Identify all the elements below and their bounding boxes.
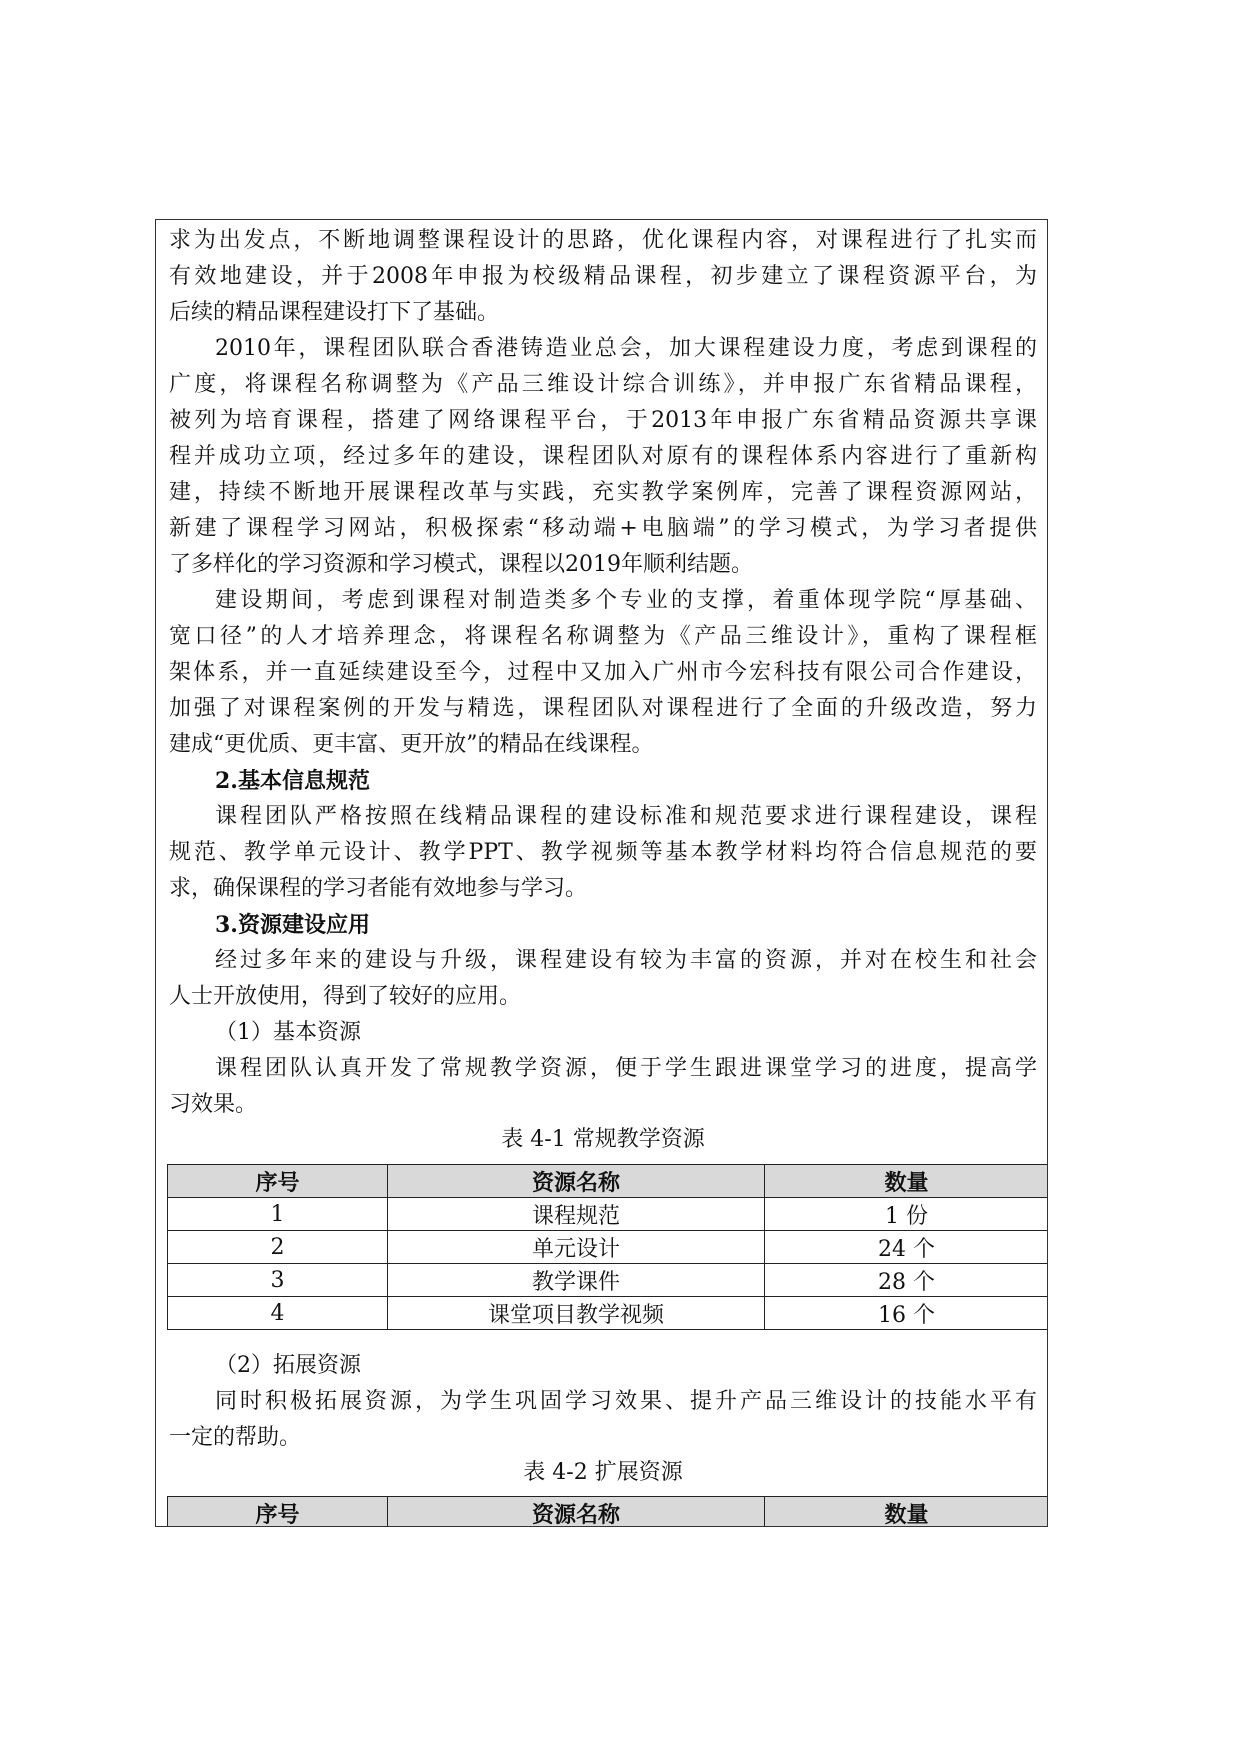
column-header: 资源名称 xyxy=(388,1497,765,1528)
table-cell: 24 个 xyxy=(765,1231,1049,1264)
text-line: 习效果。 xyxy=(169,1092,258,1117)
text-line: 了多样化的学习资源和学习模式，课程以2019年顺利结题。 xyxy=(169,552,753,577)
paragraph-history-intro xyxy=(169,223,1037,331)
document-frame xyxy=(155,219,1048,1527)
text-line: 课程团队严格按照在线精品课程的建设标准和规范要求进行课程建设，课程 xyxy=(215,804,1037,829)
text-line: 人士开放使用，得到了较好的应用。 xyxy=(169,984,522,1009)
section-heading-resources: 3.资源建设应用 xyxy=(215,912,370,938)
text-line: 2010年，课程团队联合香港铸造业总会，加大课程建设力度，考虑到课程的 xyxy=(215,336,1037,361)
column-header: 序号 xyxy=(168,1165,388,1198)
table-caption: 表 4-1 常规教学资源 xyxy=(501,1127,705,1152)
column-header: 序号 xyxy=(168,1497,388,1528)
section-heading-basic-info: 2.基本信息规范 xyxy=(215,768,370,794)
paragraph-2010 xyxy=(169,331,1037,583)
column-header: 资源名称 xyxy=(388,1165,765,1198)
table-cell: 课堂项目教学视频 xyxy=(388,1297,765,1330)
subheading-basic-resources: （1）基本资源 xyxy=(215,1020,361,1045)
table-header-row xyxy=(168,1497,1049,1528)
subheading-extended-resources: （2）拓展资源 xyxy=(215,1353,361,1378)
text-line: 广度，将课程名称调整为《产品三维设计综合训练》，并申报广东省精品课程， xyxy=(169,372,1037,397)
text-line: 有效地建设，并于2008年申报为校级精品课程，初步建立了课程资源平台，为 xyxy=(169,264,1037,289)
table-extended-resources xyxy=(167,1496,1048,1527)
paragraph-basic-info xyxy=(169,799,1037,907)
paragraph-resources xyxy=(169,943,1037,1015)
text-line: 求为出发点，不断地调整课程设计的思路，优化课程内容，对课程进行了扎实而 xyxy=(169,228,1037,253)
text-line: 后续的精品课程建设打下了基础。 xyxy=(169,300,500,325)
text-line: 同时积极拓展资源，为学生巩固学习效果、提升产品三维设计的技能水平有 xyxy=(215,1389,1037,1414)
table-cell: 2 xyxy=(168,1231,388,1264)
column-header: 数量 xyxy=(765,1165,1049,1198)
table-row xyxy=(168,1198,1049,1231)
table-row xyxy=(168,1264,1049,1297)
paragraph-basic-resources xyxy=(169,1051,1037,1123)
table-row xyxy=(168,1297,1049,1330)
text-line: 一定的帮助。 xyxy=(169,1425,302,1450)
text-line: 求，确保课程的学习者能有效地参与学习。 xyxy=(169,876,588,901)
text-line: 建成“更优质、更丰富、更开放”的精品在线课程。 xyxy=(169,732,654,757)
table-row xyxy=(168,1231,1049,1264)
column-header: 数量 xyxy=(765,1497,1049,1528)
table-cell: 16 个 xyxy=(765,1297,1049,1330)
text-line: 课程团队认真开发了常规教学资源，便于学生跟进课堂学习的进度，提高学 xyxy=(215,1056,1037,1081)
table-cell: 3 xyxy=(168,1264,388,1297)
body-text-lower xyxy=(169,1348,1037,1490)
text-line: 建设期间，考虑到课程对制造类多个专业的支撑，着重体现学院“厚基础、 xyxy=(215,588,1037,613)
table-cell: 1 份 xyxy=(765,1198,1049,1231)
text-line: 经过多年来的建设与升级，课程建设有较为丰富的资源，并对在校生和社会 xyxy=(215,948,1037,973)
text-line: 被列为培育课程，搭建了网络课程平台，于2013年申报广东省精品资源共享课 xyxy=(169,408,1037,433)
text-line: 宽口径”的人才培养理念，将课程名称调整为《产品三维设计》，重构了课程框 xyxy=(169,624,1037,649)
paragraph-construction-period xyxy=(169,583,1037,763)
table-cell: 单元设计 xyxy=(388,1231,765,1264)
text-line: 规范、教学单元设计、教学PPT、教学视频等基本教学材料均符合信息规范的要 xyxy=(169,840,1037,865)
table-cell: 教学课件 xyxy=(388,1264,765,1297)
text-line: 加强了对课程案例的开发与精选，课程团队对课程进行了全面的升级改造，努力 xyxy=(169,696,1037,721)
table-header-row xyxy=(168,1165,1049,1198)
text-line: 新建了课程学习网站，积极探索“移动端+电脑端”的学习模式，为学习者提供 xyxy=(169,516,1037,541)
table-caption: 表 4-2 扩展资源 xyxy=(523,1460,683,1485)
table-cell: 1 xyxy=(168,1198,388,1231)
table-cell: 4 xyxy=(168,1297,388,1330)
body-text xyxy=(169,223,1037,1157)
paragraph-extended-resources xyxy=(169,1384,1037,1456)
text-line: 建，持续不断地开展课程改革与实践，充实教学案例库，完善了课程资源网站， xyxy=(169,480,1037,505)
table-cell: 课程规范 xyxy=(388,1198,765,1231)
text-line: 程并成功立项，经过多年的建设，课程团队对原有的课程体系内容进行了重新构 xyxy=(169,444,1037,469)
table-cell: 28 个 xyxy=(765,1264,1049,1297)
table-basic-resources xyxy=(167,1164,1048,1330)
text-line: 架体系，并一直延续建设至今，过程中又加入广州市今宏科技有限公司合作建设， xyxy=(169,660,1037,685)
